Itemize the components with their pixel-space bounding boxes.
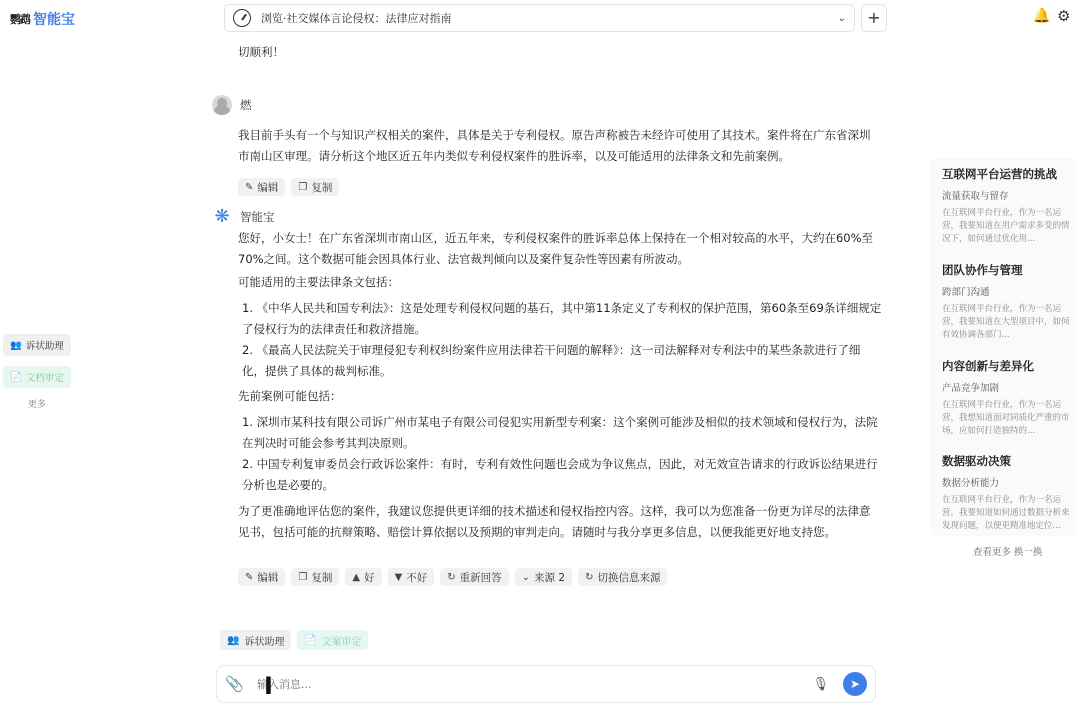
copy-button[interactable]: ❐ 复制 [291,178,339,196]
regenerate-button[interactable]: ↻ 重新回答 [440,568,508,586]
case-item: 1. 深圳市某科技有限公司诉广州市某电子有限公司侵犯实用新型专利案：这个案例可能涉及相似的技术领域和侵权行为，法院在判决时可能会参考其判决原则。 [242,415,878,450]
law-item: 2. 《最高人民法院关于审理侵犯专利权纠纷案件应用法律若干问题的解释》：这一司法解释对专利法中的某些条款进行了细化，提供了具体的裁判标准。 [242,343,861,378]
copy-icon: ❐ [298,181,308,193]
copy-icon: ❐ [298,571,308,583]
case-item: 2. 中国专利复审委员会行政诉讼案件：有时，专利有效性问题也会成为争议焦点，因此，对无效宣告请求的行政诉讼结果进行分析也是必要的。 [242,457,878,492]
text-cursor-icon: I [264,672,273,700]
laws-heading: 可能适用的主要法律条文包括： [238,275,399,289]
paperclip-icon[interactable]: 📎 [225,675,244,693]
thumbs-up-icon: ▲ [352,571,361,583]
document-icon: 📄 [304,634,317,646]
pencil-icon: ✎ [245,571,254,583]
message-input[interactable] [257,678,812,691]
cases-heading: 先前案例可能包括： [238,389,342,403]
sources-button[interactable]: ⌄ 来源 2 [515,568,572,586]
user-name: 燃 [240,98,252,112]
like-button[interactable]: ▲ 好 [345,568,381,586]
chevron-down-icon: ⌄ [521,571,531,583]
law-item: 1. 《中华人民共和国专利法》：这是处理专利侵权问题的基石，其中第11条定义了专利权的保护范围，第60条至69条详细规定了侵权行为的法律责任和救济措施。 [242,301,882,336]
send-button[interactable]: ➤ [843,672,867,696]
user-message-header [212,95,252,115]
edit-button[interactable]: ✎ 编辑 [238,568,285,586]
recommendation-card[interactable]: 内容创新与差异化 产品竞争加剧 在互联网平台行业，作为一名运营，我想知道面对同质化严重的市场，应如何打造独特的... [942,359,1070,436]
logo-text: 智能宝 [33,12,75,28]
user-avatar [212,95,232,115]
thumbs-down-icon: ▼ [394,571,403,583]
recommendation-card[interactable]: 数据驱动决策 数据分析能力 在互联网平台行业，作为一名运营，我要知道如何通过数据分析来发现问题，以便更精准地定位... [942,454,1070,531]
switch-source-button[interactable]: ↻ 切换信息来源 [578,568,667,586]
bot-closing-paragraph: 为了更准确地评估您的案件，我建议您提供更详细的技术描述和侵权指控内容。这样，我可以为您准备一份更为详尽的法律意见书，包括可能的抗辩策略、赔偿计算依据以及预期的审判走向。请随时与我分享更多信息，以便我能更好地支持您。 [238,504,871,539]
bot-message-header [212,207,275,227]
bot-intro-paragraph: 您好，小女士！在广东省深圳市南山区，近五年来，专利侵权案件的胜诉率总体上保持在一个相对较高的水平，大约在60%至70%之间。这个数据可能会因具体行业、法官裁判倾向以及案件复杂性等因素有所波动。 [238,231,874,266]
app-logo[interactable] [10,9,75,29]
bot-message-actions [238,568,667,586]
refresh-icon: ↻ [447,571,456,583]
dislike-button[interactable]: ▼ 不好 [388,568,435,586]
recommendation-panel [930,158,1076,536]
document-icon: 📄 [10,371,22,383]
document-review-shortcut[interactable]: 📄 文档审定 [3,366,71,388]
complaint-assistant-pill[interactable]: 👥 诉状助理 [220,630,291,650]
complaint-assistant-shortcut[interactable]: 👥 诉状助理 [3,334,71,356]
new-conversation-button[interactable]: + [861,4,887,32]
user-group-icon: 👥 [10,339,22,351]
recommendation-card[interactable]: 互联网平台运营的挑战 流量获取与留存 在互联网平台行业，作为一名运营，我要知道在用户需求多变的情况下，如何通过优化用... [942,167,1070,244]
bell-icon[interactable]: 🔔 [1033,8,1051,24]
user-group-icon: 👥 [227,634,240,646]
user-message-actions [238,178,339,196]
speedometer-icon [233,9,251,27]
gear-icon[interactable]: ⚙ [1057,7,1071,25]
copy-review-pill[interactable]: 📄 文案审定 [297,630,368,650]
message-input-bar [216,665,876,703]
more-link[interactable]: 更多 [28,400,47,410]
logo-mark: 鹦鹉 [10,13,30,26]
chevron-down-icon[interactable]: ⌄ [837,12,846,24]
previous-message-tail: 切顺利！ [238,45,284,59]
see-more-refresh-link[interactable]: 查看更多 换一换 [973,547,1043,558]
microphone-icon[interactable]: 🎙 [812,676,829,692]
recommendation-card[interactable]: 团队协作与管理 跨部门沟通 在互联网平台行业，作为一名运营，我要知道在大型项目中，如何有效协调各部门... [942,263,1070,340]
user-message-text: 我目前手头有一个与知识产权相关的案件，具体是关于专利侵权。原告声称被告未经许可使用了其技术。案件将在广东省深圳市南山区审理。请分析这个地区近五年内类似专利侵权案件的胜诉率，以及可能适用的法律条文和先前案例。 [238,128,871,163]
pencil-icon: ✎ [245,181,254,193]
top-bar [0,0,1079,36]
edit-button[interactable]: ✎ 编辑 [238,178,285,196]
copy-button[interactable]: ❐ 复制 [291,568,339,586]
bot-name: 智能宝 [240,210,275,224]
refresh-icon: ↻ [585,571,594,583]
conversation-title: 浏览·社交媒体言论侵权：法律应对指南 [261,12,452,25]
bot-avatar-icon: ❋ [214,206,230,227]
conversation-selector[interactable] [224,4,855,32]
